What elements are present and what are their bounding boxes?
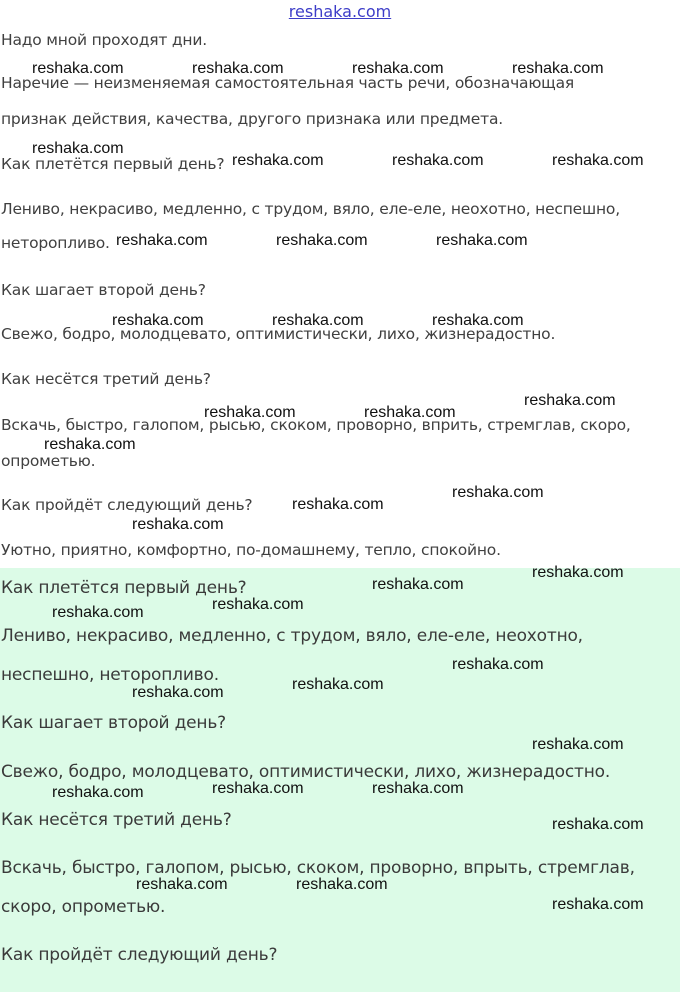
watermark: reshaka.com — [552, 896, 644, 913]
text-line: Уютно, приятно, комфортно, по-домашнему, тепло, спокойно. — [1, 541, 501, 559]
text-line: неспешно, неторопливо. — [1, 665, 219, 685]
watermark: reshaka.com — [432, 312, 524, 329]
watermark: reshaka.com — [32, 60, 124, 77]
watermark: reshaka.com — [364, 404, 456, 421]
question-line: Как несётся третий день? — [1, 810, 232, 830]
text-line: Свежо, бодро, молодцевато, оптимистически, лихо, жизнерадостно. — [1, 325, 556, 343]
watermark: reshaka.com — [512, 60, 604, 77]
text-line: признак действия, качества, другого признака или предмета. — [1, 110, 503, 128]
text-line: Лениво, некрасиво, медленно, с трудом, вяло, еле-еле, неохотно, — [1, 626, 583, 646]
question-line: Как пройдёт следующий день? — [1, 496, 253, 514]
watermark: reshaka.com — [552, 816, 644, 833]
watermark: reshaka.com — [296, 876, 388, 893]
text-line: Надо мной проходят дни. — [1, 31, 207, 49]
watermark: reshaka.com — [232, 152, 324, 169]
watermark: reshaka.com — [552, 152, 644, 169]
watermark: reshaka.com — [52, 604, 144, 621]
text-line: неторопливо. — [1, 234, 110, 252]
text-line: Вскачь, быстро, галопом, рысью, скоком, проворно, впрыть, стремглав, — [1, 858, 635, 878]
question-line: Как пройдёт следующий день? — [1, 945, 278, 965]
watermark: reshaka.com — [212, 596, 304, 613]
watermark: reshaka.com — [532, 564, 624, 581]
question-line: Как плетётся первый день? — [1, 155, 225, 173]
site-link[interactable]: reshaka.com — [288, 2, 392, 21]
text-line: Свежо, бодро, молодцевато, оптимистически, лихо, жизнерадостно. — [1, 762, 611, 782]
watermark: reshaka.com — [136, 876, 228, 893]
watermark: reshaka.com — [292, 496, 384, 513]
watermark: reshaka.com — [272, 312, 364, 329]
text-line: Лениво, некрасиво, медленно, с трудом, вяло, еле-еле, неохотно, неспешно, — [1, 200, 620, 218]
watermark: reshaka.com — [276, 232, 368, 249]
question-line: Как шагает второй день? — [1, 713, 226, 733]
watermark: reshaka.com — [436, 232, 528, 249]
watermark: reshaka.com — [44, 436, 136, 453]
text-line: опрометью. — [1, 452, 96, 470]
watermark: reshaka.com — [32, 140, 124, 157]
watermark: reshaka.com — [452, 484, 544, 501]
watermark: reshaka.com — [132, 684, 224, 701]
watermark: reshaka.com — [132, 516, 224, 533]
question-line: Как шагает второй день? — [1, 281, 206, 299]
text-line: Наречие — неизменяемая самостоятельная часть речи, обозначающая — [1, 74, 575, 92]
watermark: reshaka.com — [372, 576, 464, 593]
question-line: Как несётся третий день? — [1, 370, 211, 388]
watermark: reshaka.com — [452, 656, 544, 673]
watermark: reshaka.com — [204, 404, 296, 421]
watermark: reshaka.com — [392, 152, 484, 169]
watermark: reshaka.com — [372, 780, 464, 797]
watermark: reshaka.com — [52, 784, 144, 801]
watermark: reshaka.com — [116, 232, 208, 249]
watermark: reshaka.com — [352, 60, 444, 77]
watermark: reshaka.com — [212, 780, 304, 797]
watermark: reshaka.com — [524, 392, 616, 409]
watermark: reshaka.com — [292, 676, 384, 693]
question-line: Как плетётся первый день? — [1, 578, 247, 598]
watermark: reshaka.com — [112, 312, 204, 329]
watermark: reshaka.com — [192, 60, 284, 77]
text-line: Вскачь, быстро, галопом, рысью, скоком, проворно, вприть, стремглав, скоро, — [1, 416, 631, 434]
text-line: скоро, опрометью. — [1, 897, 166, 917]
watermark: reshaka.com — [532, 736, 624, 753]
